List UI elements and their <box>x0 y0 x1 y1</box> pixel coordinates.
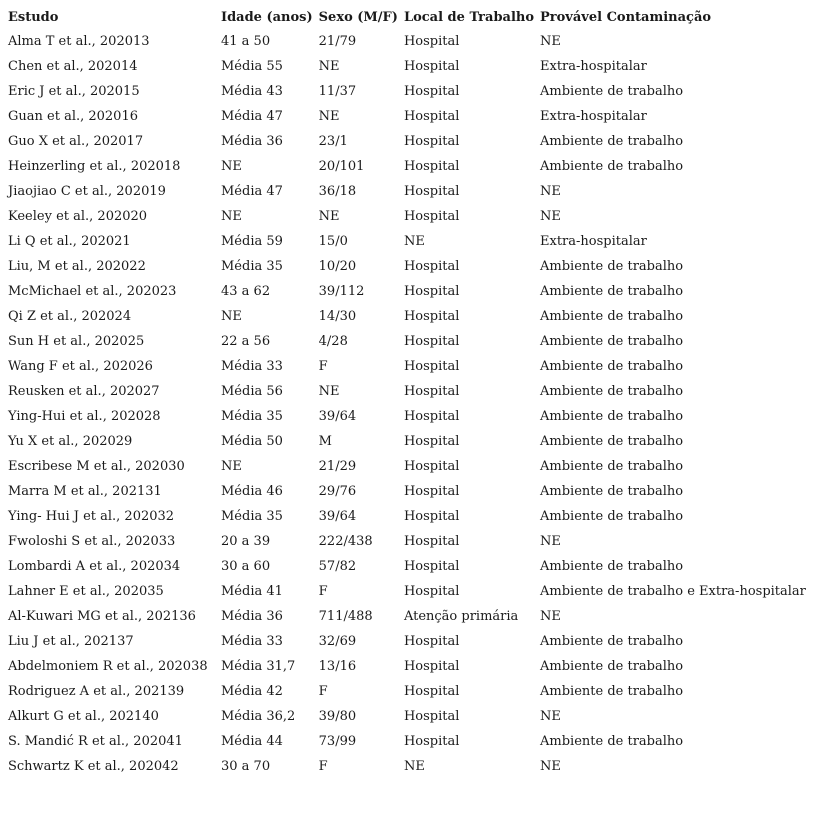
cell-idade: NE <box>221 459 242 474</box>
cell-estudo: Jiaojiao C et al., 202019 <box>8 184 166 199</box>
cell-idade: Média 33 <box>221 359 283 374</box>
cell-idade: Média 33 <box>221 634 283 649</box>
cell-idade: 20 a 39 <box>221 534 271 549</box>
table-row <box>5 754 809 779</box>
cell-idade: Média 50 <box>221 434 283 449</box>
cell-contaminacao: Ambiente de trabalho <box>540 259 684 274</box>
cell-estudo: Lombardi A et al., 202034 <box>8 559 181 574</box>
cell-contaminacao: Ambiente de trabalho <box>540 484 684 499</box>
header-idade: Idade (anos) <box>221 10 313 25</box>
cell-contaminacao: Ambiente de trabalho <box>540 509 684 524</box>
cell-estudo: Abdelmoniem R et al., 202038 <box>8 659 208 674</box>
cell-contaminacao: Extra-hospitalar <box>540 109 647 124</box>
cell-contaminacao: Ambiente de trabalho <box>540 559 684 574</box>
cell-contaminacao: Extra-hospitalar <box>540 59 647 74</box>
table-row <box>5 529 809 554</box>
table-row <box>5 604 809 629</box>
cell-estudo: Ying-Hui et al., 202028 <box>8 409 161 424</box>
cell-estudo: Li Q et al., 202021 <box>8 234 131 249</box>
cell-sexo: 36/18 <box>318 184 357 199</box>
cell-estudo: Alkurt G et al., 202140 <box>8 709 159 724</box>
table-row <box>5 79 809 104</box>
header-contaminacao: Provável Contaminação <box>540 10 712 25</box>
cell-sexo: NE <box>318 109 340 124</box>
table-row <box>5 579 809 604</box>
cell-idade: NE <box>221 309 242 324</box>
table-row <box>5 554 809 579</box>
cell-local: Hospital <box>403 84 460 99</box>
cell-contaminacao: Ambiente de trabalho <box>540 659 684 674</box>
studies-table <box>5 6 809 779</box>
cell-sexo: F <box>318 684 328 699</box>
cell-local: Hospital <box>403 584 460 599</box>
cell-contaminacao: Ambiente de trabalho <box>540 134 684 149</box>
table-row <box>5 454 809 479</box>
cell-contaminacao: Ambiente de trabalho <box>540 634 684 649</box>
cell-local: Hospital <box>403 384 460 399</box>
cell-estudo: Ying- Hui J et al., 202032 <box>8 509 175 524</box>
cell-local: Hospital <box>403 409 460 424</box>
cell-local: Hospital <box>403 734 460 749</box>
cell-local: Hospital <box>403 459 460 474</box>
cell-idade: 41 a 50 <box>221 34 271 49</box>
cell-sexo: F <box>318 584 328 599</box>
header-local: Local de Trabalho <box>403 10 535 25</box>
cell-contaminacao: Ambiente de trabalho <box>540 684 684 699</box>
cell-local: Hospital <box>403 659 460 674</box>
cell-sexo: 10/20 <box>318 259 357 274</box>
table-row <box>5 679 809 704</box>
cell-local: Hospital <box>403 359 460 374</box>
cell-contaminacao: NE <box>540 534 561 549</box>
cell-estudo: Fwoloshi S et al., 202033 <box>8 534 176 549</box>
cell-idade: 43 a 62 <box>221 284 271 299</box>
cell-contaminacao: Ambiente de trabalho <box>540 334 684 349</box>
cell-idade: Média 44 <box>221 734 283 749</box>
table-row <box>5 404 809 429</box>
cell-estudo: Marra M et al., 202131 <box>8 484 162 499</box>
table-row <box>5 629 809 654</box>
cell-sexo: 14/30 <box>318 309 357 324</box>
cell-contaminacao: Ambiente de trabalho <box>540 734 684 749</box>
cell-local: NE <box>403 759 425 774</box>
header-sexo: Sexo (M/F) <box>318 10 398 25</box>
cell-idade: 22 a 56 <box>221 334 271 349</box>
cell-sexo: 222/438 <box>318 534 373 549</box>
cell-local: Hospital <box>403 434 460 449</box>
cell-sexo: NE <box>318 59 340 74</box>
cell-sexo: F <box>318 759 328 774</box>
cell-estudo: S. Mandić R et al., 202041 <box>8 734 183 749</box>
table-row <box>5 329 809 354</box>
table-row <box>5 729 809 754</box>
cell-sexo: 4/28 <box>318 334 348 349</box>
cell-sexo: 57/82 <box>318 559 357 574</box>
cell-idade: Média 42 <box>221 684 283 699</box>
cell-idade: Média 55 <box>221 59 283 74</box>
cell-contaminacao: NE <box>540 209 561 224</box>
cell-sexo: 32/69 <box>318 634 357 649</box>
table-row <box>5 354 809 379</box>
table-row <box>5 279 809 304</box>
cell-idade: Média 36 <box>221 609 283 624</box>
cell-contaminacao: Ambiente de trabalho <box>540 459 684 474</box>
cell-contaminacao: Ambiente de trabalho <box>540 84 684 99</box>
cell-sexo: F <box>318 359 328 374</box>
cell-local: Atenção primária <box>403 609 519 624</box>
table-header <box>5 6 809 29</box>
cell-idade: Média 36 <box>221 134 283 149</box>
cell-sexo: 711/488 <box>318 609 373 624</box>
cell-estudo: Alma T et al., 202013 <box>8 34 150 49</box>
cell-local: Hospital <box>403 159 460 174</box>
header-estudo: Estudo <box>8 10 59 25</box>
cell-contaminacao: NE <box>540 759 561 774</box>
cell-contaminacao: Ambiente de trabalho e Extra-hospitalar <box>540 584 806 599</box>
cell-sexo: 13/16 <box>318 659 357 674</box>
table-row <box>5 54 809 79</box>
cell-estudo: McMichael et al., 202023 <box>8 284 177 299</box>
cell-local: Hospital <box>403 209 460 224</box>
cell-estudo: Sun H et al., 202025 <box>8 334 145 349</box>
cell-estudo: Keeley et al., 202020 <box>8 209 148 224</box>
cell-local: Hospital <box>403 34 460 49</box>
cell-local: Hospital <box>403 284 460 299</box>
cell-local: Hospital <box>403 534 460 549</box>
cell-contaminacao: NE <box>540 609 561 624</box>
cell-idade: Média 46 <box>221 484 283 499</box>
cell-local: Hospital <box>403 684 460 699</box>
cell-local: Hospital <box>403 59 460 74</box>
cell-sexo: 15/0 <box>318 234 348 249</box>
cell-idade: NE <box>221 159 242 174</box>
cell-local: Hospital <box>403 509 460 524</box>
cell-estudo: Guan et al., 202016 <box>8 109 138 124</box>
cell-estudo: Al-Kuwari MG et al., 202136 <box>8 609 196 624</box>
table-row <box>5 654 809 679</box>
cell-contaminacao: Ambiente de trabalho <box>540 359 684 374</box>
cell-estudo: Qi Z et al., 202024 <box>8 309 132 324</box>
cell-local: Hospital <box>403 259 460 274</box>
table-row <box>5 129 809 154</box>
cell-idade: Média 36,2 <box>221 709 296 724</box>
cell-contaminacao: Ambiente de trabalho <box>540 384 684 399</box>
table-row <box>5 254 809 279</box>
cell-estudo: Heinzerling et al., 202018 <box>8 159 181 174</box>
cell-idade: Média 43 <box>221 84 283 99</box>
cell-sexo: NE <box>318 384 340 399</box>
cell-estudo: Schwartz K et al., 202042 <box>8 759 179 774</box>
cell-idade: Média 31,7 <box>221 659 296 674</box>
cell-local: Hospital <box>403 109 460 124</box>
cell-local: Hospital <box>403 634 460 649</box>
cell-estudo: Wang F et al., 202026 <box>8 359 153 374</box>
cell-local: Hospital <box>403 334 460 349</box>
cell-contaminacao: NE <box>540 184 561 199</box>
cell-local: Hospital <box>403 559 460 574</box>
cell-idade: Média 56 <box>221 384 283 399</box>
cell-sexo: 39/112 <box>318 284 365 299</box>
cell-idade: Média 47 <box>221 109 283 124</box>
table-row <box>5 479 809 504</box>
cell-idade: Média 35 <box>221 409 283 424</box>
cell-sexo: 21/79 <box>318 34 357 49</box>
table-row <box>5 504 809 529</box>
table-row <box>5 229 809 254</box>
cell-sexo: 39/64 <box>318 409 357 424</box>
cell-estudo: Reusken et al., 202027 <box>8 384 160 399</box>
table-row <box>5 379 809 404</box>
cell-local: Hospital <box>403 309 460 324</box>
table-row <box>5 304 809 329</box>
cell-idade: Média 35 <box>221 509 283 524</box>
cell-local: Hospital <box>403 709 460 724</box>
cell-sexo: 39/64 <box>318 509 357 524</box>
cell-sexo: 23/1 <box>318 134 348 149</box>
cell-sexo: 21/29 <box>318 459 357 474</box>
table-row <box>5 429 809 454</box>
cell-contaminacao: Ambiente de trabalho <box>540 284 684 299</box>
cell-contaminacao: NE <box>540 34 561 49</box>
table-row <box>5 704 809 729</box>
cell-local: NE <box>403 234 425 249</box>
cell-local: Hospital <box>403 184 460 199</box>
cell-contaminacao: Ambiente de trabalho <box>540 409 684 424</box>
cell-contaminacao: Extra-hospitalar <box>540 234 647 249</box>
cell-idade: Média 59 <box>221 234 283 249</box>
cell-sexo: 20/101 <box>318 159 365 174</box>
cell-estudo: Rodriguez A et al., 202139 <box>8 684 185 699</box>
cell-idade: Média 47 <box>221 184 283 199</box>
cell-sexo: 29/76 <box>318 484 357 499</box>
cell-estudo: Eric J et al., 202015 <box>8 84 140 99</box>
cell-estudo: Guo X et al., 202017 <box>8 134 144 149</box>
table-row <box>5 179 809 204</box>
table-body <box>5 29 809 779</box>
cell-idade: Média 41 <box>221 584 283 599</box>
cell-contaminacao: Ambiente de trabalho <box>540 159 684 174</box>
cell-local: Hospital <box>403 134 460 149</box>
cell-estudo: Liu J et al., 202137 <box>8 634 134 649</box>
cell-sexo: 11/37 <box>318 84 357 99</box>
cell-estudo: Lahner E et al., 202035 <box>8 584 164 599</box>
table-row <box>5 204 809 229</box>
header-row <box>5 6 809 29</box>
cell-sexo: 73/99 <box>318 734 357 749</box>
cell-sexo: NE <box>318 209 340 224</box>
cell-idade: 30 a 70 <box>221 759 271 774</box>
cell-contaminacao: Ambiente de trabalho <box>540 434 684 449</box>
cell-estudo: Liu, M et al., 202022 <box>8 259 146 274</box>
cell-sexo: 39/80 <box>318 709 357 724</box>
cell-sexo: M <box>318 434 332 449</box>
cell-idade: Média 35 <box>221 259 283 274</box>
cell-estudo: Chen et al., 202014 <box>8 59 138 74</box>
table-row <box>5 104 809 129</box>
table-row <box>5 29 809 54</box>
cell-local: Hospital <box>403 484 460 499</box>
cell-estudo: Escribese M et al., 202030 <box>8 459 185 474</box>
cell-contaminacao: Ambiente de trabalho <box>540 309 684 324</box>
table-row <box>5 154 809 179</box>
cell-contaminacao: NE <box>540 709 561 724</box>
cell-idade: NE <box>221 209 242 224</box>
cell-idade: 30 a 60 <box>221 559 271 574</box>
cell-estudo: Yu X et al., 202029 <box>8 434 133 449</box>
